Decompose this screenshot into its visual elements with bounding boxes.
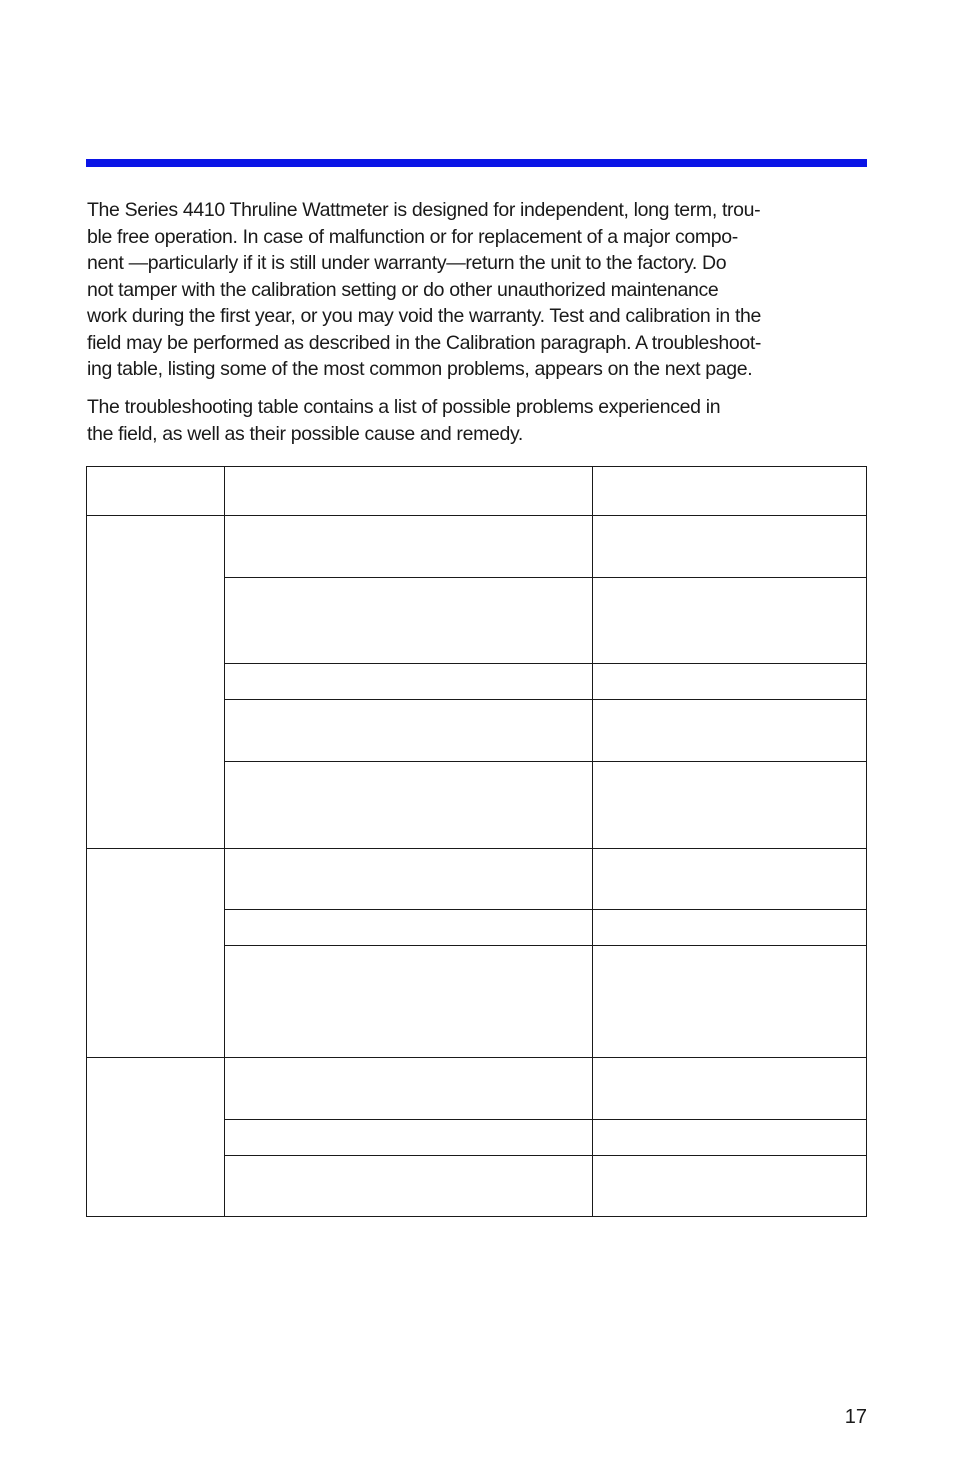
problem-cell [87,1058,225,1217]
cause-cell [225,910,592,946]
page-number: 17 [844,1406,867,1428]
cause-cell [225,849,592,910]
table-row [87,1058,867,1120]
remedy-cell [592,946,866,1058]
remedy-cell [592,700,866,762]
table-header-row [87,467,867,516]
table-row [87,849,867,910]
troubleshooting-table [86,466,867,1217]
cause-cell [225,700,592,762]
remedy-cell [592,516,866,578]
cause-cell [225,516,592,578]
cause-cell [225,762,592,849]
intro-paragraph: The Series 4410 Thruline Wattmeter is designed for independent, long term, trou- ble free operation. In case of malfunction or for replacement of a major compo- nent —particularly if it is still under warranty—return the unit to the factory. Do not tamper with the calibration setting or do other unauthorized maintenance work during the first year, or you may void the warranty. Test and calibration in the field may be performed as described in the Calibration paragraph. A troubleshoot- ing table, listing some of the most common problems, appears on the next page. [87,199,762,380]
problem-header-cell [87,467,225,516]
section-header-rule [86,159,867,167]
remedy-cell [592,664,866,700]
problem-cell [87,849,225,1058]
problem-cell [87,516,225,849]
remedy-cell [592,849,866,910]
cause-cell [225,1156,592,1217]
remedy-cell [592,762,866,849]
cause-cell [225,664,592,700]
remedy-cell [592,1120,866,1156]
remedy-cell [592,910,866,946]
table-row [87,516,867,578]
remedy-header-cell [592,467,866,516]
table-description-paragraph: The troubleshooting table contains a list of possible problems experienced in the field, as well as their possible cause and remedy. [87,396,721,445]
cause-cell [225,1120,592,1156]
cause-header-cell [225,467,592,516]
remedy-cell [592,578,866,664]
cause-cell [225,946,592,1058]
cause-cell [225,578,592,664]
remedy-cell [592,1156,866,1217]
remedy-cell [592,1058,866,1120]
cause-cell [225,1058,592,1120]
